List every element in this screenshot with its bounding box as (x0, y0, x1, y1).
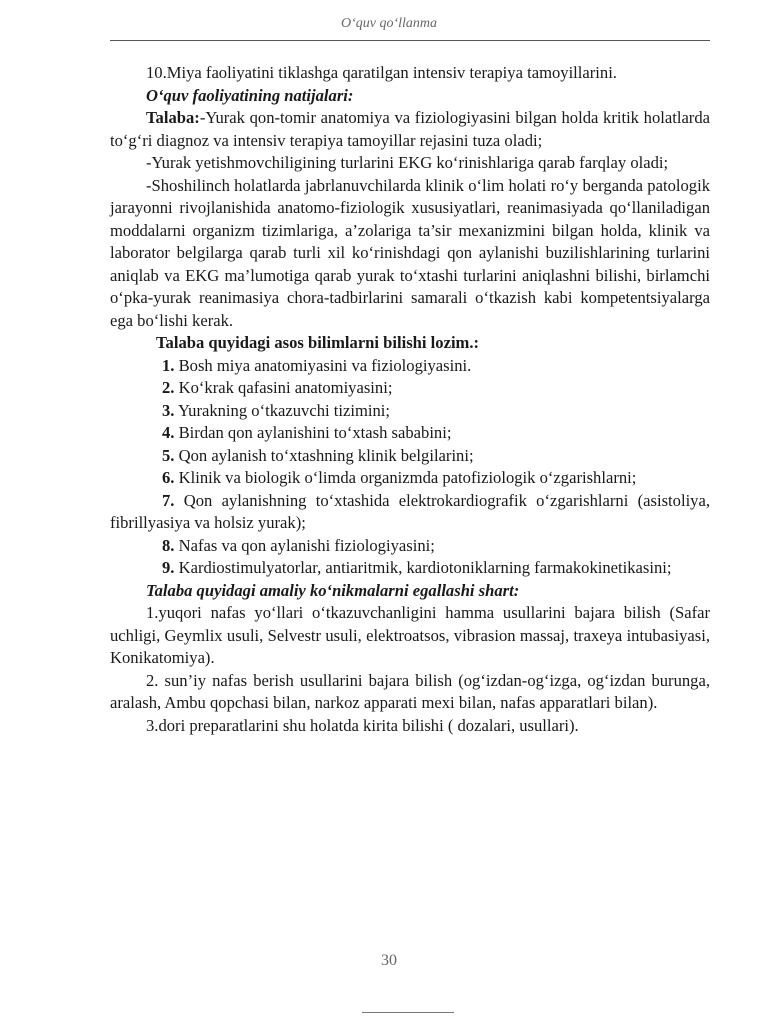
list-number: 7. (162, 490, 175, 510)
list-text: Qon aylanishning to‘xtashida elektrokardiografik o‘zgarishlarni (asistoliya, fibrillyasiya va holsiz yurak); (110, 490, 710, 532)
skills-item: 3.dori preparatlarini shu holatda kirita bilishi ( dozalari, usullari). (146, 715, 579, 735)
list-text: Ko‘krak qafasini anatomiyasini; (178, 378, 393, 397)
list-item (110, 377, 710, 400)
list-text: Yurakning o‘tkazuvchi tizimini; (178, 400, 390, 420)
page-body (110, 62, 710, 737)
page-number: 30 (381, 952, 397, 969)
skills-item: 2. sun’iy nafas berish usullarini bajara bilish (og‘izdan-og‘izga, og‘izdan burunga, aralash, Ambu qopchasi bilan, narkoz apparati mexi bilan, nafas apparatlari bilan). (110, 670, 710, 712)
list-item (110, 535, 710, 558)
list-text: Nafas va qon aylanishi fiziologiyasini; (178, 535, 435, 555)
list-item (110, 355, 710, 378)
list-item (110, 490, 710, 535)
knowledge-heading: Talaba quyidagi asos bilimlarni bilishi lozim.: (156, 333, 480, 352)
results-heading: O‘quv faoliyatining natijalari: (146, 85, 354, 105)
list-item (110, 400, 710, 423)
list-text: Birdan qon aylanishini to‘xtash sababini; (178, 423, 452, 442)
list-number: 4. (162, 423, 175, 442)
list-item (110, 467, 710, 490)
list-number: 2. (162, 378, 175, 397)
header-divider (110, 40, 710, 41)
list-number: 8. (162, 535, 175, 555)
skills-item: 1.yuqori nafas yo‘llari o‘tkazuvchanligini hamma usullarini bajara bilish (Safar uchligi, Geymlix usuli, Selvestr usuli, elektroatsos, vibrasion massaj, traxeya intubasiyasi, Konikatomiya). (110, 603, 710, 667)
list-number: 1. (162, 355, 175, 375)
skills-heading: Talaba quyidagi amaliy ko‘nikmalarni egallashi shart: (146, 580, 520, 600)
results-lead: Talaba: (146, 108, 200, 127)
list-item (110, 557, 710, 580)
list-text: Kardiostimulyatorlar, antiaritmik, kardiotoniklarning farmakokinetikasini; (178, 558, 672, 577)
list-text: Klinik va biologik o‘limda organizmda patofiziologik o‘zgarishlarni; (178, 468, 637, 487)
list-text: Bosh miya anatomiyasini va fiziologiyasini. (178, 355, 472, 375)
results-paragraph: -Yurak yetishmovchiligining turlarini EKG ko‘rinishlariga qarab farqlay oladi; (146, 153, 669, 172)
results-text: -Yurak qon-tomir anatomiya va fiziologiyasini bilgan holda kritik holatlarda to‘g‘ri diagnoz va intensiv terapiya tamoyillar rejasini tuza oladi; (110, 108, 710, 150)
list-number: 5. (162, 445, 175, 465)
results-paragraph (110, 107, 710, 152)
running-header: O‘quv qo‘llanma (340, 16, 438, 31)
list-text: Qon aylanish to‘xtashning klinik belgilarini; (178, 445, 474, 465)
list-item (110, 445, 710, 468)
list-number: 6. (162, 468, 175, 487)
list-number: 3. (162, 400, 175, 420)
list-number: 9. (162, 558, 175, 577)
results-paragraph: -Shoshilinch holatlarda jabrlanuvchilarda klinik o‘lim holati ro‘y berganda patologik jarayonni rivojlanishida anatomo-fiziologik xususiyatlari, reanimasiyada qo‘llaniladigan moddalarni organizm tizimlariga, a’zolariga ta’sir mexanizmini bilgan holda, klinik va laborator belgilarga qarab turli xil ko‘rinishdagi qon aylanishi buzilishlarining turlarini aniqlab va EKG ma’lumotiga qarab yurak to‘xtashi turlarini aniqlashni bilishi, birlamchi o‘pka-yurak reanimasiya chora-tadbirlarini samarali o‘tkazish kabi kompetentsiyalarga ega bo‘lishi kerak. (110, 175, 710, 330)
intro-item: 10.Miya faoliyatini tiklashga qaratilgan intensiv terapiya tamoyillarini. (146, 63, 617, 82)
list-item (110, 422, 710, 445)
footer-divider (362, 1012, 454, 1013)
